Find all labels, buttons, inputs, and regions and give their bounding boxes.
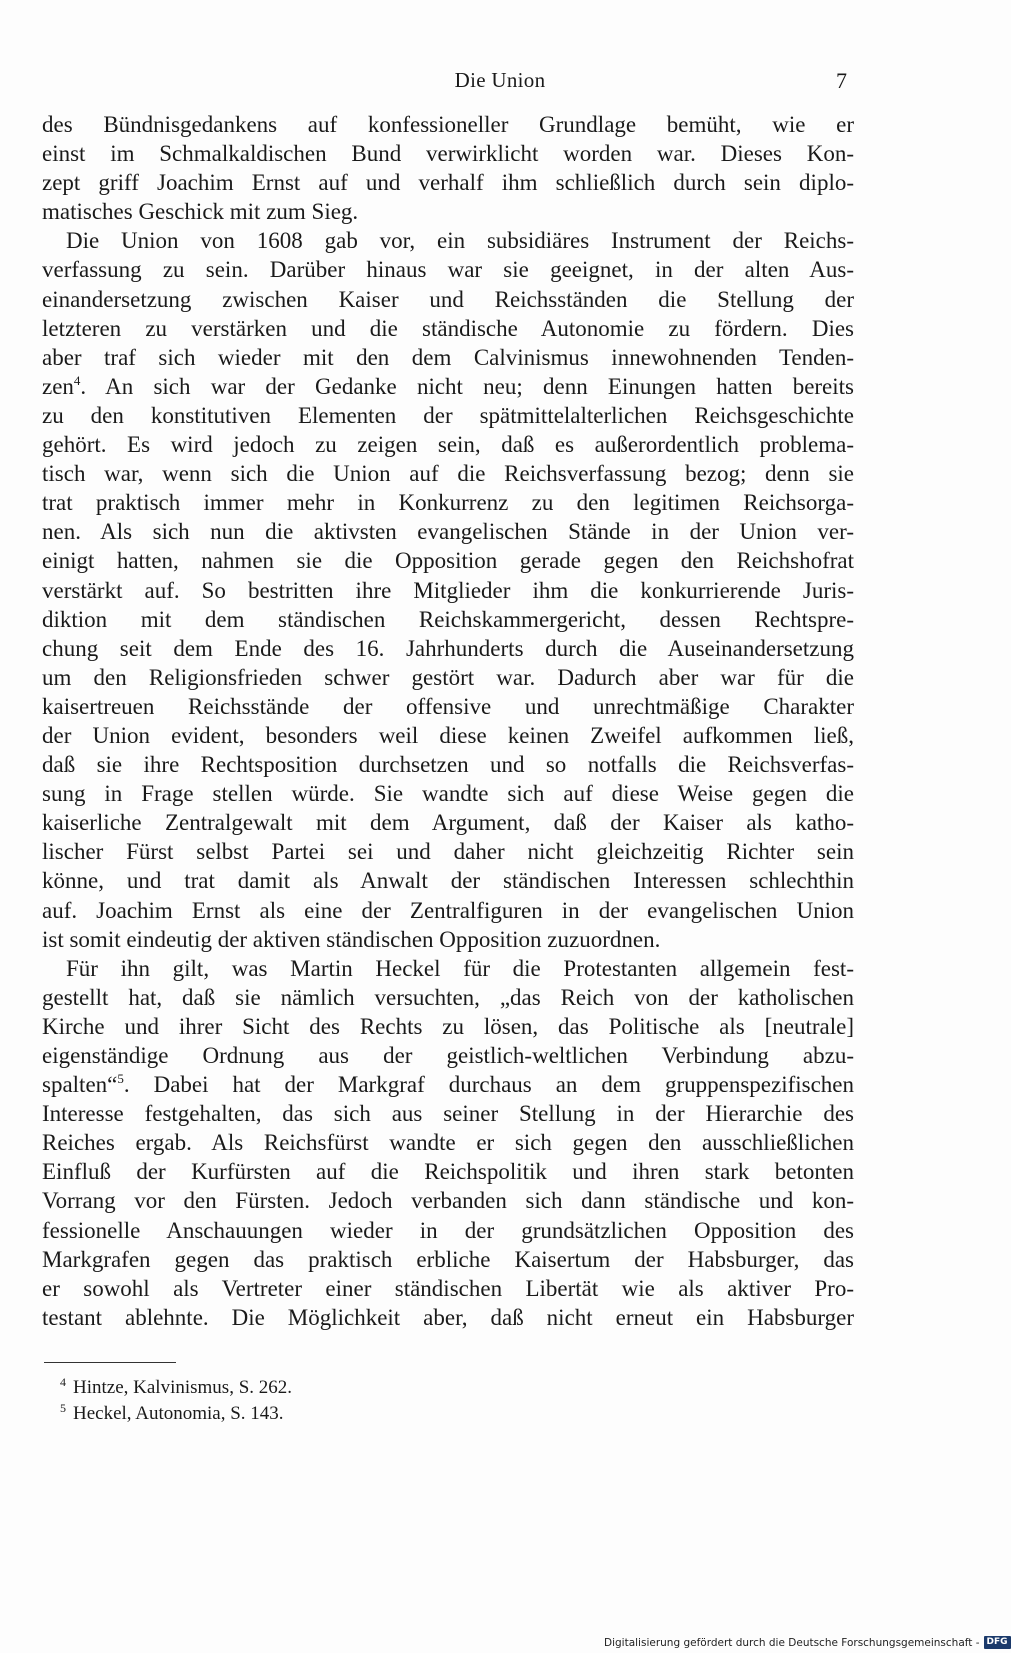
line-text: gestellt hat, daß sie nämlich versuchten, „das Reich von der katholischen — [42, 984, 854, 1010]
line-text: trat praktisch immer mehr in Konkurrenz zu den legitimen Reichsorga- — [42, 490, 854, 516]
text-line — [42, 546, 854, 575]
text-line — [42, 1157, 854, 1186]
text-line — [42, 430, 854, 459]
text-line — [42, 255, 854, 284]
line-text: kaisertreuen Reichsstände der offensive und unrechtmäßige Charakter — [42, 693, 854, 719]
footnote — [60, 1375, 292, 1401]
footnote-reference: 5 — [117, 1071, 124, 1087]
text-line — [42, 1303, 854, 1332]
footnote-number: 4 — [60, 1375, 66, 1389]
credit-text: Digitalisierung gefördert durch die Deutsche Forschungsgemeinschaft - — [604, 1636, 980, 1649]
dfg-logo-icon: DFG — [984, 1636, 1011, 1649]
line-text: daß sie ihre Rechtsposition durchsetzen und so notfalls die Reichsverfas- — [42, 752, 854, 778]
text-line — [42, 808, 854, 837]
text-line — [42, 1070, 854, 1099]
text-line — [42, 1274, 854, 1303]
text-line — [42, 459, 854, 488]
text-line — [42, 285, 854, 314]
line-text: sung in Frage stellen würde. Sie wandte sich auf diese Weise gegen die — [42, 781, 854, 807]
text-line — [42, 1186, 854, 1215]
text-line — [42, 314, 854, 343]
text-line — [42, 1128, 854, 1157]
text-line — [42, 1245, 854, 1274]
text-line — [42, 110, 854, 139]
text-line — [42, 721, 854, 750]
text-line — [42, 1099, 854, 1128]
text-line — [42, 1012, 854, 1041]
text-line — [42, 488, 854, 517]
footnote-number: 5 — [60, 1401, 66, 1415]
line-text: matisches Geschick mit zum Sieg. — [42, 199, 359, 225]
line-text: zen — [42, 373, 74, 399]
line-text: Reiches ergab. Als Reichsfürst wandte er sich gegen den ausschließlichen — [42, 1130, 854, 1156]
line-text: testant ablehnte. Die Möglichkeit aber, daß nicht erneut ein Habsburger — [42, 1304, 854, 1330]
text-line — [42, 1216, 854, 1245]
text-line — [42, 954, 854, 983]
text-line — [42, 837, 854, 866]
line-text-continued: . Dabei hat der Markgraf durchaus an dem gruppenspezifischen — [123, 1072, 854, 1098]
footnote-reference: 4 — [73, 372, 81, 388]
text-line — [42, 866, 854, 895]
running-title: Die Union — [454, 68, 546, 92]
line-text: aber traf sich wieder mit den dem Calvinismus innewohnenden Tenden- — [42, 344, 854, 370]
line-text: Die Union von 1608 gab vor, ein subsidiäres Instrument der Reichs- — [66, 228, 854, 254]
line-text: fessionelle Anschauungen wieder in der grundsätzlichen Opposition des — [42, 1217, 854, 1243]
line-text: Markgrafen gegen das praktisch erbliche Kaisertum der Habsburger, das — [42, 1246, 854, 1272]
text-line — [42, 576, 854, 605]
line-text: tisch war, wenn sich die Union auf die Reichsverfassung bezog; denn sie — [42, 461, 854, 487]
footnotes — [60, 1375, 292, 1427]
body-text — [42, 110, 854, 1332]
text-line — [42, 517, 854, 546]
digitization-credit — [604, 1636, 1011, 1649]
line-text: ist somit eindeutig der aktiven ständischen Opposition zuzuordnen. — [42, 926, 661, 952]
footnote — [60, 1401, 292, 1427]
line-text-continued: . An sich war der Gedanke nicht neu; denn Einungen hatten bereits — [80, 373, 854, 399]
text-line — [42, 343, 854, 372]
text-line — [42, 226, 854, 255]
text-line — [42, 372, 854, 401]
line-text: zu den konstitutiven Elementen der spätmittelalterlichen Reichsgeschichte — [42, 402, 854, 428]
line-text: eigenständige Ordnung aus der geistlich-weltlichen Verbindung abzu- — [42, 1043, 854, 1068]
line-text: auf. Joachim Ernst als eine der Zentralfiguren in der evangelischen Union — [42, 897, 854, 923]
text-line — [42, 634, 854, 663]
line-text: Vorrang vor den Fürsten. Jedoch verbanden sich dann ständische und kon- — [42, 1188, 854, 1214]
line-text: verfassung zu sein. Darüber hinaus war sie geeignet, in der alten Aus- — [42, 257, 854, 283]
line-text: letzteren zu verstärken und die ständische Autonomie zu fördern. Dies — [42, 315, 854, 341]
footnote-text: Hintze, Kalvinismus, S. 262. — [73, 1377, 293, 1398]
footnote-text: Heckel, Autonomia, S. 143. — [73, 1403, 284, 1424]
line-text: nen. Als sich nun die aktivsten evangelischen Stände in der Union ver- — [42, 519, 854, 545]
line-text: lischer Fürst selbst Partei sei und daher nicht gleichzeitig Richter sein — [42, 839, 854, 865]
footnote-rule — [44, 1362, 176, 1363]
text-line — [42, 663, 854, 692]
page-number: 7 — [836, 68, 847, 93]
line-text: Interesse festgehalten, das sich aus seiner Stellung in der Hierarchie des — [42, 1101, 854, 1127]
text-line — [42, 197, 854, 226]
line-text: Einfluß der Kurfürsten auf die Reichspolitik und ihren stark betonten — [42, 1159, 854, 1185]
line-text: der Union evident, besonders weil diese keinen Zweifel aufkommen ließ, — [42, 722, 854, 748]
text-line — [42, 983, 854, 1012]
text-line — [42, 1041, 854, 1070]
text-line — [42, 750, 854, 779]
line-text: Für ihn gilt, was Martin Heckel für die Protestanten allgemein fest- — [66, 955, 854, 981]
line-text: Kirche und ihrer Sicht des Rechts zu lösen, das Politische als [neutrale] — [42, 1013, 854, 1039]
text-line — [42, 692, 854, 721]
line-text: gehört. Es wird jedoch zu zeigen sein, daß es außerordentlich problema- — [42, 432, 854, 458]
line-text: chung seit dem Ende des 16. Jahrhunderts durch die Auseinandersetzung — [42, 635, 854, 661]
text-line — [42, 925, 854, 954]
text-line — [42, 168, 854, 197]
line-text: könne, und trat damit als Anwalt der ständischen Interessen schlechthin — [42, 868, 854, 894]
line-text: einigt hatten, nahmen sie die Opposition gerade gegen den Reichshofrat — [42, 548, 854, 574]
text-line — [42, 896, 854, 925]
line-text: diktion mit dem ständischen Reichskammergericht, dessen Rechtspre- — [42, 606, 854, 632]
text-line — [42, 605, 854, 634]
text-line — [42, 401, 854, 430]
text-line — [42, 139, 854, 168]
line-text: spalten“ — [42, 1072, 118, 1098]
line-text: er sowohl als Vertreter einer ständischen Libertät wie als aktiver Pro- — [42, 1275, 854, 1301]
line-text: um den Religionsfrieden schwer gestört war. Dadurch aber war für die — [42, 664, 854, 690]
line-text: einst im Schmalkaldischen Bund verwirklicht worden war. Dieses Kon- — [42, 141, 854, 167]
line-text: des Bündnisgedankens auf konfessioneller Grundlage bemüht, wie er — [42, 112, 854, 137]
line-text: verstärkt auf. So bestritten ihre Mitglieder ihm die konkurrierende Juris- — [42, 577, 854, 603]
line-text: zept griff Joachim Ernst auf und verhalf ihm schließlich durch sein diplo- — [42, 170, 854, 196]
line-text: kaiserliche Zentralgewalt mit dem Argument, daß der Kaiser als katho- — [42, 810, 854, 836]
line-text: einandersetzung zwischen Kaiser und Reichsständen die Stellung der — [42, 286, 854, 312]
text-line — [42, 779, 854, 808]
